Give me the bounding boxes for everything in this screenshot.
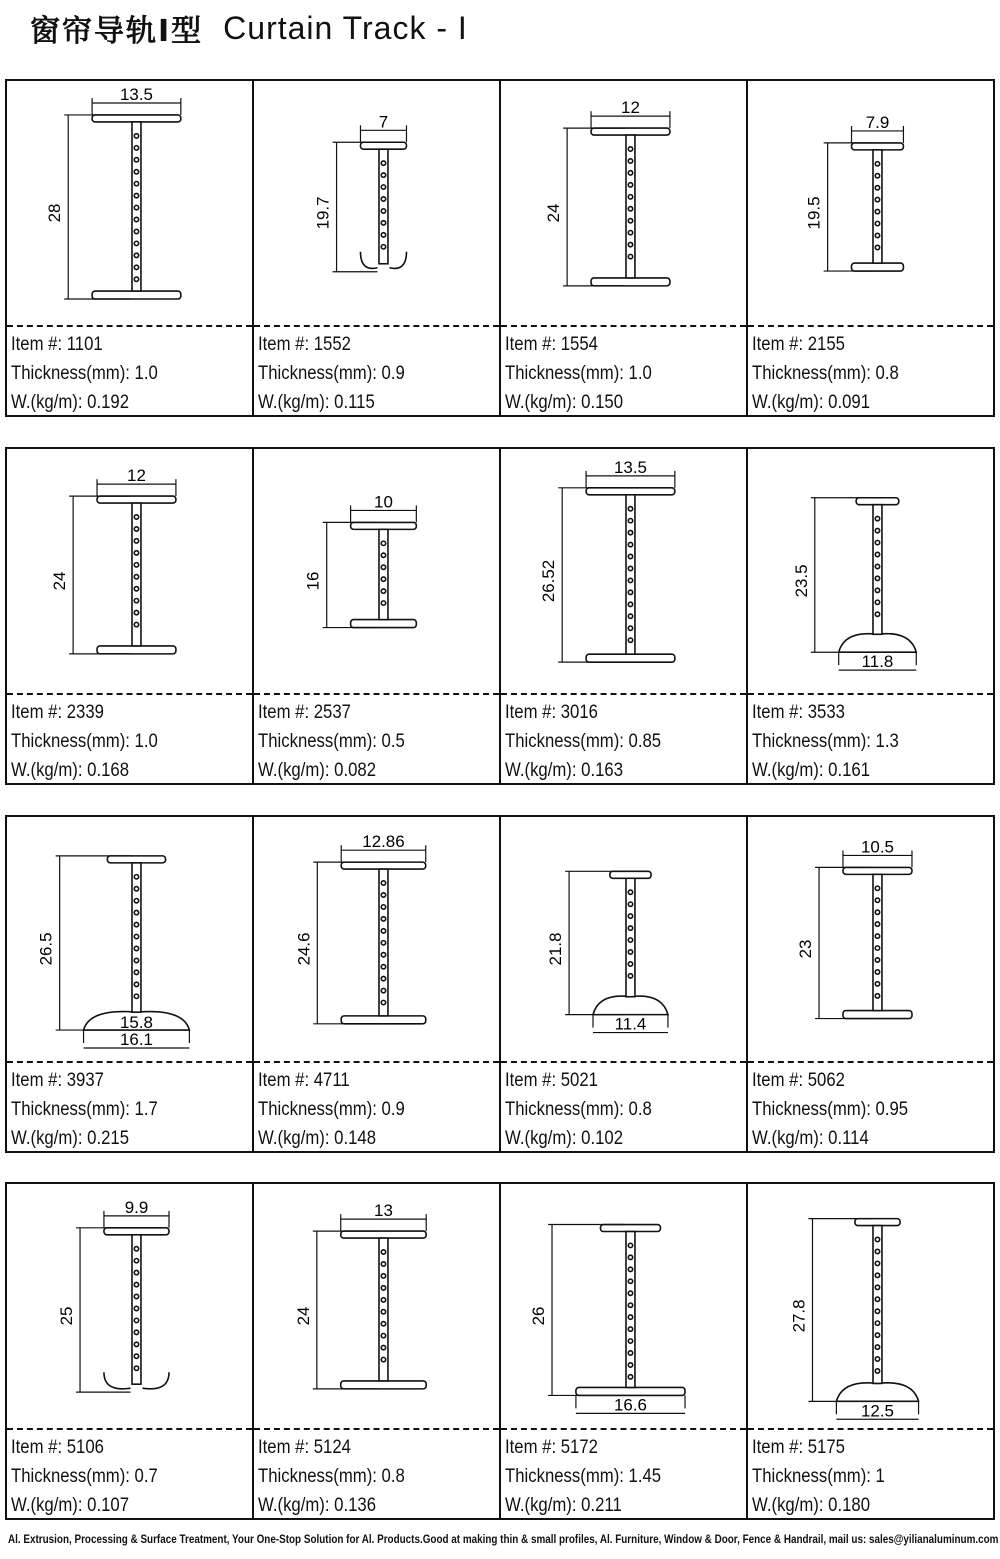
profile-card bbox=[748, 817, 993, 1151]
thickness: Thickness(mm): 1 bbox=[752, 1466, 885, 1487]
thickness: Thickness(mm): 0.8 bbox=[505, 1099, 652, 1120]
profile-drawing bbox=[501, 449, 746, 693]
thickness: Thickness(mm): 1.3 bbox=[752, 731, 899, 752]
dashed-divider bbox=[254, 1061, 499, 1063]
dashed-divider bbox=[501, 1428, 746, 1430]
profile-drawing bbox=[254, 449, 499, 693]
dashed-divider bbox=[254, 693, 499, 695]
weight: W.(kg/m): 0.168 bbox=[11, 760, 130, 781]
profile-specs bbox=[752, 330, 899, 417]
profile-card bbox=[254, 1184, 501, 1518]
thickness: Thickness(mm): 0.5 bbox=[258, 731, 405, 752]
height-dimension-label: 27.8 bbox=[789, 1299, 809, 1333]
profile-drawing bbox=[748, 817, 993, 1061]
weight: W.(kg/m): 0.091 bbox=[752, 392, 871, 413]
height-dimension-label: 26 bbox=[529, 1306, 549, 1326]
item-number: Item #: 5172 bbox=[505, 1437, 598, 1458]
profile-card bbox=[254, 449, 501, 783]
width-dimension-label: 16.1 bbox=[120, 1030, 153, 1050]
thickness: Thickness(mm): 0.85 bbox=[505, 731, 662, 752]
height-dimension-label: 26.52 bbox=[539, 559, 559, 603]
profile-specs bbox=[752, 698, 899, 785]
profile-drawing bbox=[748, 1184, 993, 1428]
weight: W.(kg/m): 0.114 bbox=[752, 1128, 869, 1149]
weight: W.(kg/m): 0.163 bbox=[505, 760, 624, 781]
item-number: Item #: 5062 bbox=[752, 1070, 845, 1091]
height-dimension-label: 28 bbox=[45, 203, 65, 223]
profile-specs bbox=[11, 1433, 158, 1520]
profile-drawing bbox=[748, 81, 993, 325]
width-dimension-label: 16.6 bbox=[614, 1395, 647, 1415]
profile-section bbox=[852, 143, 904, 271]
profile-row bbox=[5, 447, 995, 785]
weight: W.(kg/m): 0.115 bbox=[258, 392, 375, 413]
height-dimension-label: 19.5 bbox=[804, 196, 824, 230]
dashed-divider bbox=[748, 693, 993, 695]
item-number: Item #: 5021 bbox=[505, 1070, 598, 1091]
height-dimension-label: 16 bbox=[303, 571, 323, 591]
width-dimension-label: 13.5 bbox=[614, 457, 647, 477]
height-dimension-label: 26.5 bbox=[36, 932, 56, 966]
profile-section bbox=[576, 1225, 685, 1396]
profile-specs bbox=[505, 698, 661, 785]
weight: W.(kg/m): 0.102 bbox=[505, 1128, 624, 1149]
weight: W.(kg/m): 0.180 bbox=[752, 1495, 871, 1516]
title-english: Curtain Track - I bbox=[223, 9, 468, 46]
thickness: Thickness(mm): 1.45 bbox=[505, 1466, 662, 1487]
profile-specs bbox=[258, 1066, 405, 1153]
profile-specs bbox=[505, 1066, 652, 1153]
profile-drawing bbox=[7, 1184, 252, 1428]
profile-section bbox=[836, 1219, 918, 1402]
profile-row bbox=[5, 1182, 995, 1520]
dashed-divider bbox=[254, 1428, 499, 1430]
profile-card bbox=[501, 81, 748, 415]
profile-drawing bbox=[7, 817, 252, 1061]
profile-drawing bbox=[254, 1184, 499, 1428]
profile-specs bbox=[258, 330, 405, 417]
item-number: Item #: 2339 bbox=[11, 702, 104, 723]
profile-section bbox=[341, 862, 426, 1024]
weight: W.(kg/m): 0.161 bbox=[752, 760, 871, 781]
dashed-divider bbox=[7, 1061, 252, 1063]
item-number: Item #: 3937 bbox=[11, 1070, 104, 1091]
profile-section bbox=[839, 498, 917, 652]
profile-specs bbox=[11, 1066, 158, 1153]
profile-card bbox=[254, 817, 501, 1151]
thickness: Thickness(mm): 0.9 bbox=[258, 363, 405, 384]
profile-card bbox=[7, 81, 254, 415]
profile-specs bbox=[258, 698, 405, 785]
profile-card bbox=[748, 81, 993, 415]
weight: W.(kg/m): 0.150 bbox=[505, 392, 624, 413]
item-number: Item #: 1554 bbox=[505, 334, 598, 355]
height-dimension-label: 24 bbox=[50, 571, 70, 591]
item-number: Item #: 3533 bbox=[752, 702, 845, 723]
item-number: Item #: 1552 bbox=[258, 334, 351, 355]
thickness: Thickness(mm): 1.0 bbox=[11, 363, 158, 384]
profile-section bbox=[591, 128, 670, 286]
profile-section bbox=[84, 856, 190, 1033]
profile-section bbox=[341, 1231, 426, 1389]
profile-card bbox=[501, 449, 748, 783]
profile-card bbox=[7, 817, 254, 1151]
width-dimension-label: 12.5 bbox=[861, 1401, 894, 1421]
width-dimension-label: 10.5 bbox=[861, 837, 894, 857]
page-title bbox=[30, 6, 468, 50]
profile-drawing bbox=[501, 81, 746, 325]
item-number: Item #: 5124 bbox=[258, 1437, 351, 1458]
title-chinese: 窗帘导轨I型 bbox=[30, 14, 204, 49]
footer-note: Al. Extrusion, Processing & Surface Treatment, Your One-Stop Solution for Al. Products.Good at making thin & small profiles, Al. Furniture, Window & Door, Fence & Handrail, mail us: sales@yilianaluminum.com bbox=[8, 1534, 999, 1546]
profile-card bbox=[7, 1184, 254, 1518]
width-dimension-label: 7 bbox=[378, 112, 389, 132]
profile-drawing bbox=[254, 81, 499, 325]
thickness: Thickness(mm): 0.8 bbox=[258, 1466, 405, 1487]
height-dimension-label: 25 bbox=[57, 1306, 77, 1326]
profile-section bbox=[97, 496, 176, 654]
item-number: Item #: 1101 bbox=[11, 334, 103, 355]
width-dimension-label: 10 bbox=[374, 492, 393, 512]
weight: W.(kg/m): 0.136 bbox=[258, 1495, 377, 1516]
profile-card bbox=[748, 1184, 993, 1518]
item-number: Item #: 5106 bbox=[11, 1437, 104, 1458]
profile-specs bbox=[11, 698, 158, 785]
profile-section bbox=[843, 867, 912, 1018]
width-dimension-label: 11.4 bbox=[614, 1014, 647, 1034]
profile-drawing bbox=[254, 817, 499, 1061]
dashed-divider bbox=[501, 693, 746, 695]
dashed-divider bbox=[748, 1061, 993, 1063]
dashed-divider bbox=[501, 1061, 746, 1063]
item-number: Item #: 3016 bbox=[505, 702, 598, 723]
dashed-divider bbox=[748, 325, 993, 327]
profile-row bbox=[5, 815, 995, 1153]
profile-card bbox=[254, 81, 501, 415]
thickness: Thickness(mm): 1.7 bbox=[11, 1099, 158, 1120]
width-dimension-label: 9.9 bbox=[124, 1197, 149, 1217]
dashed-divider bbox=[501, 325, 746, 327]
profile-specs bbox=[505, 1433, 661, 1520]
width-dimension-label: 12 bbox=[127, 466, 146, 486]
profile-specs bbox=[11, 330, 158, 417]
item-number: Item #: 2537 bbox=[258, 702, 351, 723]
thickness: Thickness(mm): 0.95 bbox=[752, 1099, 909, 1120]
thickness: Thickness(mm): 0.8 bbox=[752, 363, 899, 384]
height-dimension-label: 24 bbox=[293, 1306, 313, 1326]
item-number: Item #: 4711 bbox=[258, 1070, 350, 1091]
profile-section bbox=[593, 871, 668, 1014]
width-dimension-label: 11.8 bbox=[861, 652, 894, 672]
weight: W.(kg/m): 0.215 bbox=[11, 1128, 130, 1149]
height-dimension-label: 24 bbox=[544, 203, 564, 223]
profile-card bbox=[501, 1184, 748, 1518]
width-dimension-label: 13 bbox=[374, 1201, 393, 1221]
profile-drawing bbox=[7, 81, 252, 325]
profile-drawing bbox=[748, 449, 993, 693]
profile-specs bbox=[752, 1066, 908, 1153]
item-number: Item #: 5175 bbox=[752, 1437, 845, 1458]
height-dimension-label: 23 bbox=[796, 939, 816, 959]
profile-row bbox=[5, 79, 995, 417]
height-dimension-label: 23.5 bbox=[791, 564, 811, 598]
width-dimension-label: 12 bbox=[621, 98, 640, 118]
thickness: Thickness(mm): 0.9 bbox=[258, 1099, 405, 1120]
profile-section bbox=[360, 142, 406, 268]
weight: W.(kg/m): 0.082 bbox=[258, 760, 377, 781]
width-dimension-label: 12.86 bbox=[362, 832, 405, 852]
profile-specs bbox=[258, 1433, 405, 1520]
thickness: Thickness(mm): 1.0 bbox=[505, 363, 652, 384]
dashed-divider bbox=[748, 1428, 993, 1430]
height-dimension-label: 19.7 bbox=[313, 196, 333, 230]
profile-drawing bbox=[7, 449, 252, 693]
weight: W.(kg/m): 0.211 bbox=[505, 1495, 622, 1516]
dashed-divider bbox=[7, 693, 252, 695]
item-number: Item #: 2155 bbox=[752, 334, 845, 355]
dashed-divider bbox=[254, 325, 499, 327]
profile-card bbox=[7, 449, 254, 783]
dashed-divider bbox=[7, 325, 252, 327]
dashed-divider bbox=[7, 1428, 252, 1430]
profile-section bbox=[104, 1228, 169, 1389]
profile-specs bbox=[752, 1433, 885, 1520]
width-dimension-label: 13.5 bbox=[120, 85, 153, 105]
thickness: Thickness(mm): 0.7 bbox=[11, 1466, 158, 1487]
profile-section bbox=[351, 522, 417, 627]
profile-drawing bbox=[501, 1184, 746, 1428]
thickness: Thickness(mm): 1.0 bbox=[11, 731, 158, 752]
height-dimension-label: 24.6 bbox=[294, 932, 314, 966]
height-dimension-label: 21.8 bbox=[546, 932, 566, 966]
profile-card bbox=[748, 449, 993, 783]
width-dimension-label: 7.9 bbox=[865, 112, 890, 132]
profile-section bbox=[586, 488, 675, 662]
profile-card bbox=[501, 817, 748, 1151]
profile-specs bbox=[505, 330, 652, 417]
profile-drawing bbox=[501, 817, 746, 1061]
weight: W.(kg/m): 0.107 bbox=[11, 1495, 130, 1516]
bottom-width-dimension-label: 15.8 bbox=[120, 1013, 153, 1033]
profile-section bbox=[92, 115, 181, 299]
weight: W.(kg/m): 0.148 bbox=[258, 1128, 377, 1149]
weight: W.(kg/m): 0.192 bbox=[11, 392, 130, 413]
